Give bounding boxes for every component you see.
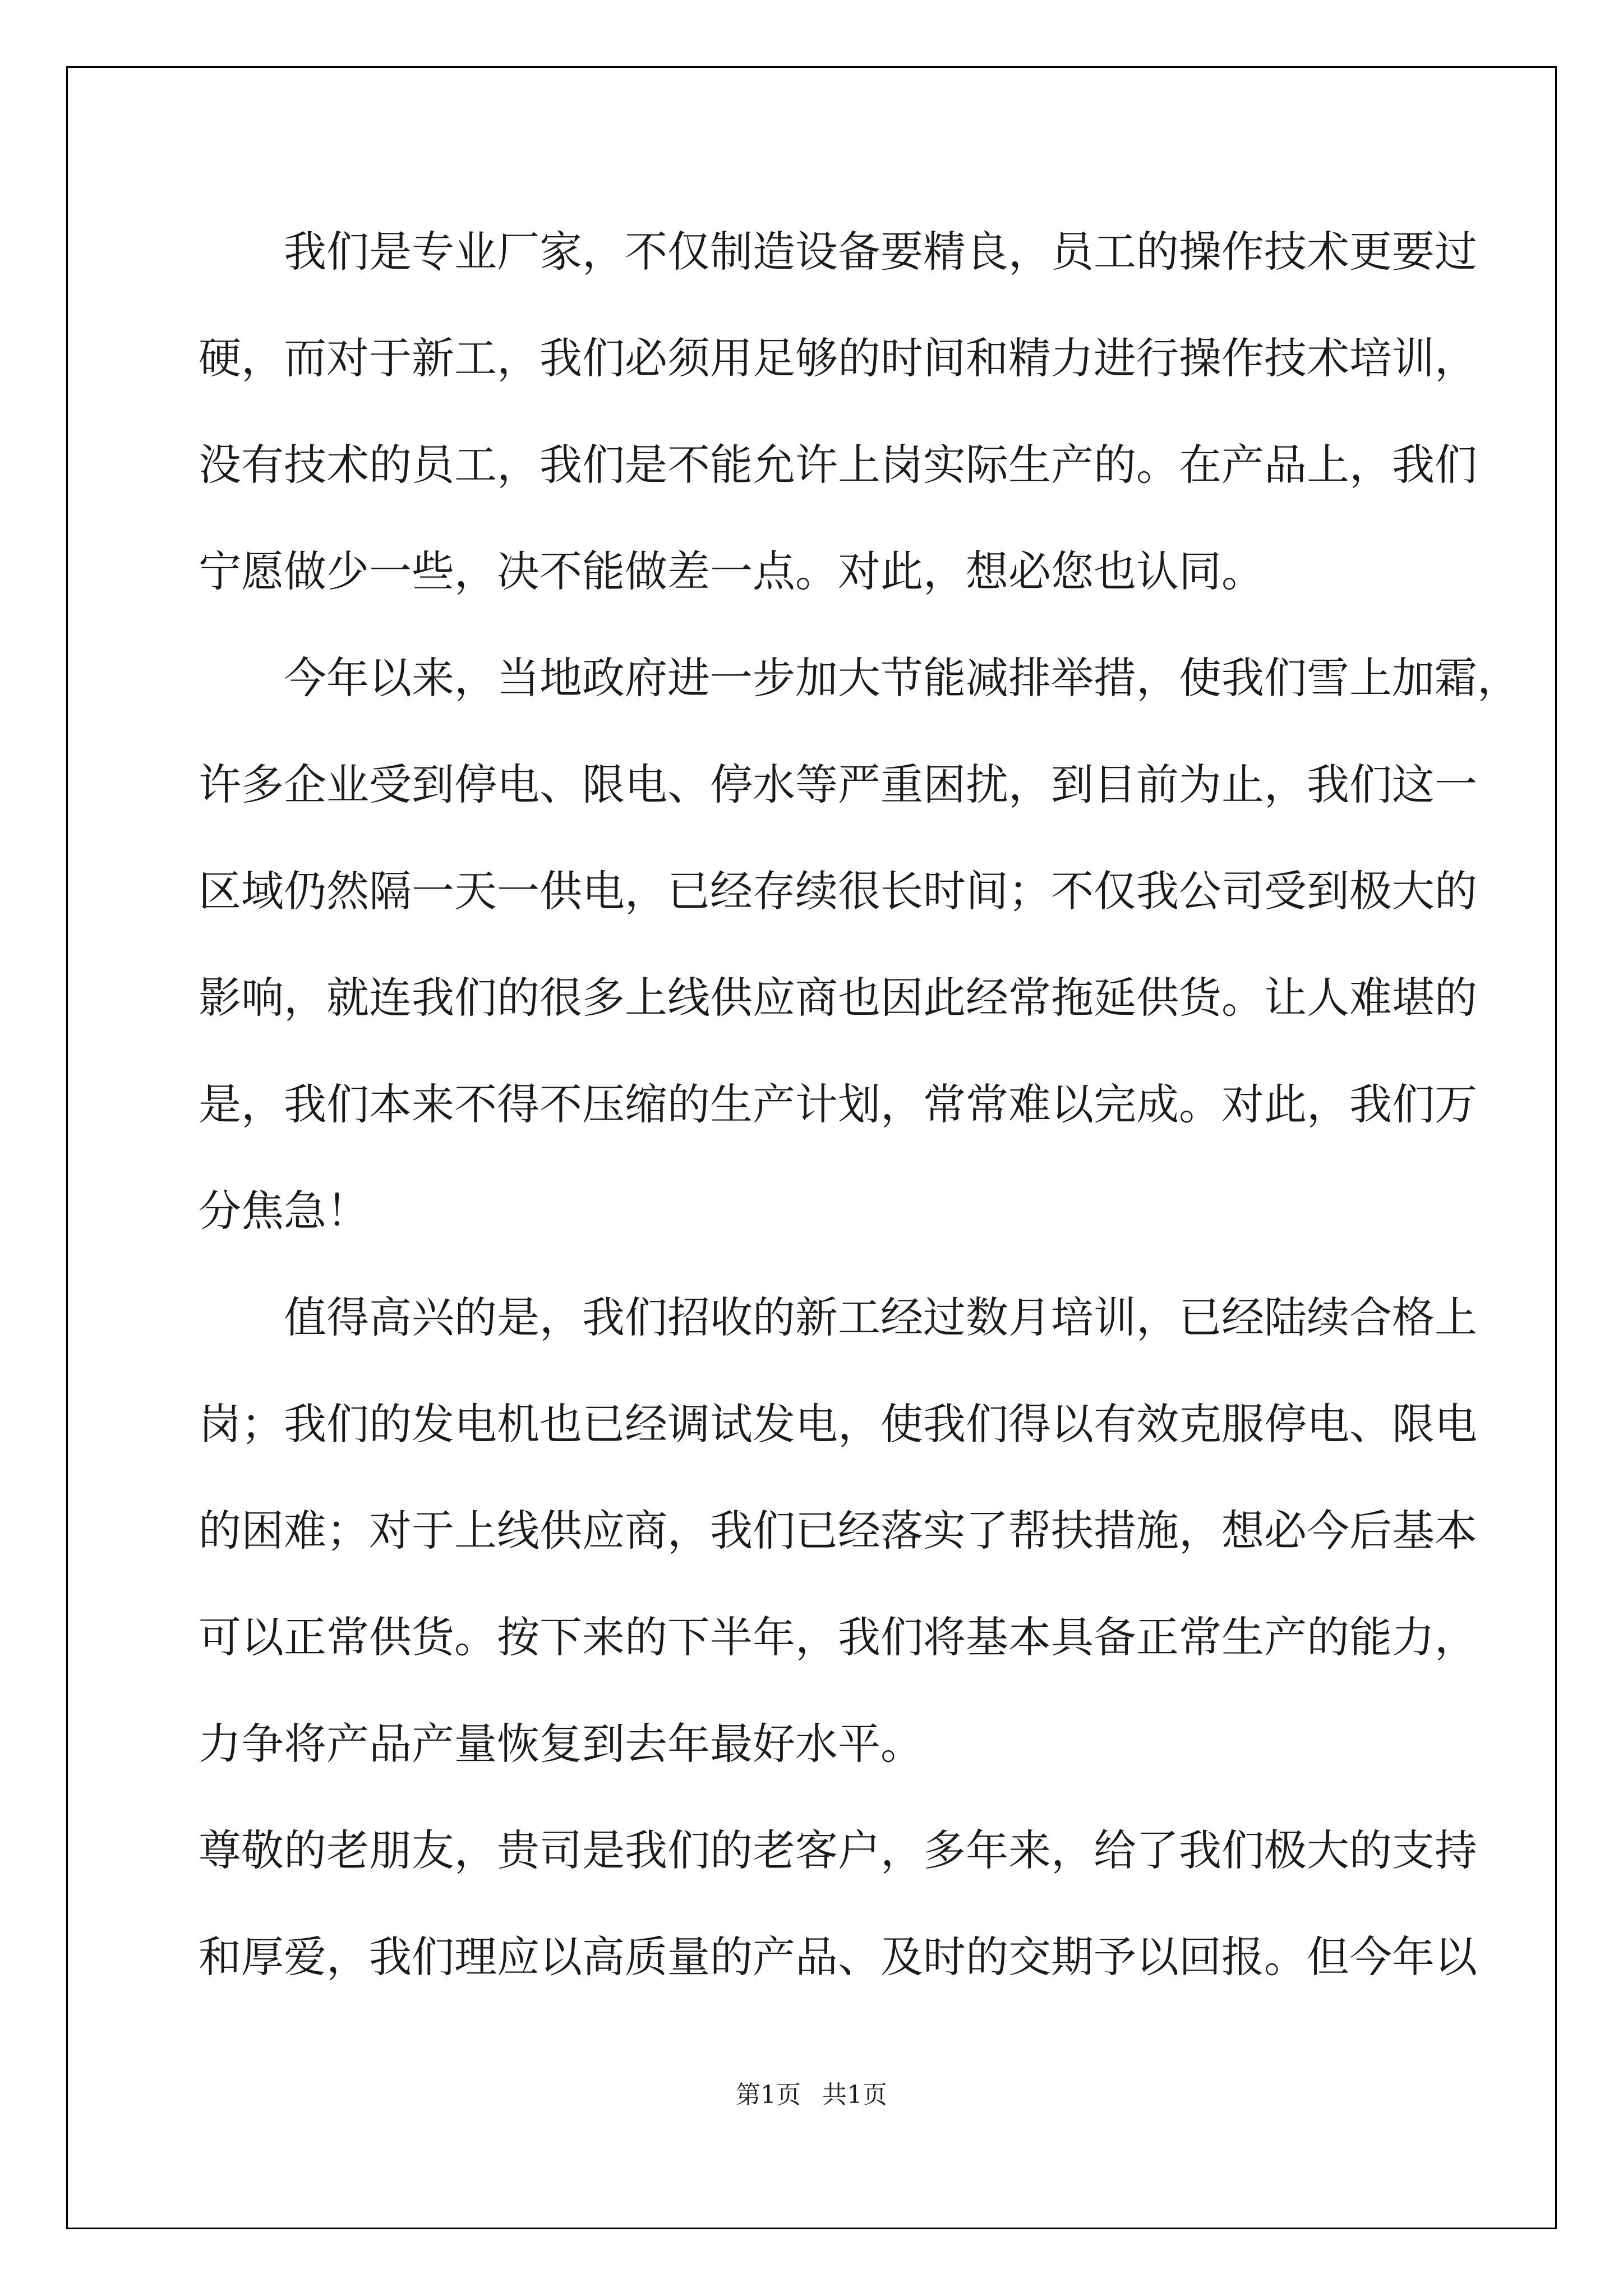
page-number: 第1页 bbox=[736, 2081, 801, 2109]
text-line: 今年以来，当地政府进一步加大节能减排举措，使我们雪上加霜， bbox=[284, 653, 1520, 703]
text-line: 许多企业受到停电、限电、停水等严重困扰，到目前为止，我们这一 bbox=[199, 760, 1477, 809]
paragraph bbox=[199, 1814, 1477, 2027]
text-line: 影响，就连我们的很多上线供应商也因此经常拖延供货。让人难堪的 bbox=[199, 973, 1477, 1023]
text-line: 硬，而对于新工，我们必须用足够的时间和精力进行操作技术培训， bbox=[199, 333, 1477, 383]
document-body bbox=[199, 215, 1520, 2027]
text-line: 和厚爱，我们理应以高质量的产品、及时的交期予以回报。但今年以 bbox=[199, 1932, 1477, 1982]
text-line: 分焦急！ bbox=[199, 1186, 369, 1236]
text-line: 宁愿做少一些，决不能做差一点。对此，想必您也认同。 bbox=[199, 546, 1264, 596]
paragraph bbox=[199, 215, 1477, 642]
page-total: 共1页 bbox=[822, 2081, 887, 2109]
text-line: 我们是专业厂家，不仅制造设备要精良，员工的操作技术更要过 bbox=[284, 227, 1477, 277]
text-line: 尊敬的老朋友，贵司是我们的老客户，多年来，给了我们极大的支持 bbox=[199, 1825, 1477, 1875]
text-line: 没有技术的员工，我们是不能允许上岗实际生产的。在产品上，我们 bbox=[199, 440, 1477, 490]
text-line: 可以正常供货。按下来的下半年，我们将基本具备正常生产的能力， bbox=[199, 1612, 1477, 1662]
text-line: 区域仍然隔一天一供电，已经存续很长时间；不仅我公司受到极大的 bbox=[199, 866, 1477, 916]
text-line: 岗；我们的发电机也已经调试发电，使我们得以有效克服停电、限电 bbox=[199, 1399, 1477, 1449]
text-line: 的困难；对于上线供应商，我们已经落实了帮扶措施，想必今后基本 bbox=[199, 1506, 1477, 1556]
page-footer bbox=[0, 2078, 1623, 2112]
text-line: 值得高兴的是，我们招收的新工经过数月培训，已经陆续合格上 bbox=[284, 1292, 1477, 1342]
paragraph bbox=[199, 642, 1520, 1281]
text-line: 力争将产品产量恢复到去年最好水平。 bbox=[199, 1719, 923, 1769]
paragraph bbox=[199, 1281, 1477, 1814]
text-line: 是，我们本来不得不压缩的生产计划，常常难以完成。对此，我们万 bbox=[199, 1079, 1477, 1129]
